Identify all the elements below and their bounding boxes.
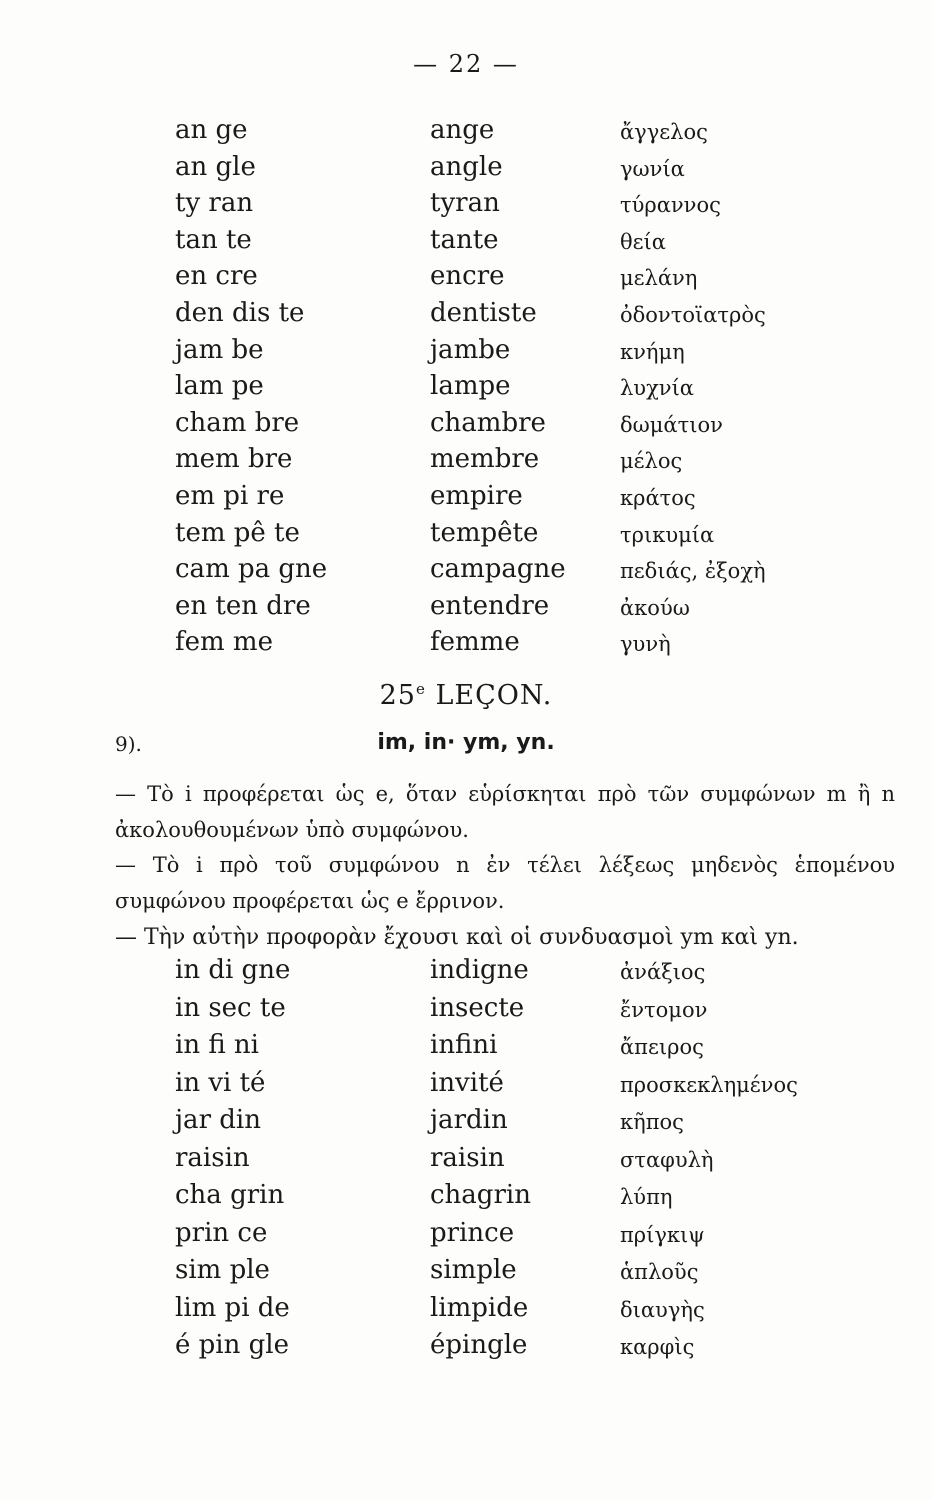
vocab-greek: θεία	[620, 229, 666, 254]
vocab-word: jardin	[430, 1105, 508, 1135]
vocab-row	[0, 152, 932, 188]
vocab-syllables: ty ran	[175, 188, 254, 219]
vocab-syllables: lim pi de	[175, 1292, 290, 1323]
vocab-row	[0, 1068, 932, 1104]
vocab-syllables: an gle	[175, 151, 256, 182]
vocab-row	[0, 1105, 932, 1141]
vocab-row	[0, 371, 932, 407]
vocab-row	[0, 955, 932, 991]
vocab-syllables: en ten dre	[175, 590, 311, 621]
vocab-row	[0, 1030, 932, 1066]
vocab-syllables: cha grin	[175, 1180, 285, 1210]
vocab-syllables: raisin	[175, 1142, 250, 1173]
vocab-word: invité	[430, 1067, 504, 1098]
vocab-greek: λυχνία	[620, 376, 694, 401]
vocab-word: ange	[430, 115, 495, 145]
vocab-row	[0, 298, 932, 334]
vocab-syllables: lam pe	[175, 371, 264, 402]
vocab-word: indigne	[430, 955, 529, 985]
page-number: — 22 —	[413, 50, 519, 78]
vocab-word: prince	[430, 1217, 515, 1248]
vocab-syllables: in fi ni	[175, 1030, 259, 1060]
vocab-greek: διαυγὴς	[620, 1297, 705, 1322]
vocab-syllables: jar din	[175, 1105, 261, 1135]
vocab-word: jambe	[430, 334, 511, 365]
vocab-word: épingle	[430, 1330, 528, 1360]
vocab-greek: δωμάτιον	[620, 412, 723, 437]
vocab-syllables: en cre	[175, 261, 258, 292]
rule-paragraph-2: — Τὸ i πρὸ τοῦ συμφώνου n ἐν τέλει λέξεως μηδενὸς ἑπομένου συμφώνου προφέρεται ὡς e ἔρρινον.	[115, 853, 895, 913]
vocab-row	[0, 1180, 932, 1216]
vocab-greek: μελάνη	[620, 266, 698, 291]
vocab-greek: ἔντομον	[620, 997, 708, 1022]
vocab-greek: προσκεκλημένος	[620, 1072, 798, 1097]
vocab-word: insecte	[430, 992, 525, 1023]
vocab-word: angle	[430, 151, 503, 182]
vocab-greek: ἄπειρος	[620, 1035, 704, 1059]
vocab-greek: τρικυμία	[620, 522, 715, 547]
vocab-word: lampe	[430, 371, 511, 402]
vocab-syllables: é pin gle	[175, 1330, 289, 1360]
vocab-syllables: jam be	[175, 334, 264, 365]
vocab-row	[0, 225, 932, 261]
vocab-syllables: tem pê te	[175, 517, 300, 548]
vocab-greek: γωνία	[620, 156, 685, 181]
vocab-greek: λύπη	[620, 1185, 673, 1209]
vocab-row	[0, 1293, 932, 1329]
vocab-word: simple	[430, 1255, 517, 1285]
vocab-word: chagrin	[430, 1180, 531, 1210]
vocab-word: encre	[430, 261, 505, 292]
vocab-row	[0, 1218, 932, 1254]
vocab-greek: κῆπος	[620, 1110, 684, 1134]
vocab-row	[0, 993, 932, 1029]
vocab-syllables: in sec te	[175, 992, 286, 1023]
vocab-greek: ἄγγελος	[620, 120, 708, 144]
vocab-word: membre	[430, 444, 540, 475]
vocab-row	[0, 115, 932, 151]
vocab-syllables: sim ple	[175, 1255, 270, 1285]
vocab-greek: ἁπλοῦς	[620, 1260, 699, 1284]
vocab-word: femme	[430, 627, 520, 658]
vocab-greek: πεδιάς, ἐξοχὴ	[620, 559, 766, 584]
vocab-syllables: fem me	[175, 627, 273, 658]
vocab-row	[0, 554, 932, 590]
vocab-row	[0, 481, 932, 517]
vocab-syllables: cam pa gne	[175, 554, 328, 585]
vocab-word: empire	[430, 481, 523, 511]
vocab-row	[0, 518, 932, 554]
vocab-greek: ἀνάξιος	[620, 960, 706, 984]
vocab-row	[0, 1330, 932, 1366]
vocab-word: raisin	[430, 1142, 505, 1173]
vocab-syllables: den dis te	[175, 298, 305, 328]
vocab-syllables: em pi re	[175, 481, 285, 511]
vocab-greek: κράτος	[620, 486, 696, 510]
vocab-greek: τύραννος	[620, 193, 721, 218]
vocab-syllables: prin ce	[175, 1217, 268, 1248]
vocab-word: entendre	[430, 590, 550, 621]
vocab-greek: ὀδοντοϊατρὸς	[620, 303, 766, 327]
vocab-syllables: in vi té	[175, 1067, 266, 1098]
lesson-title: LEÇON.	[435, 680, 553, 711]
vocab-greek: πρίγκιψ	[620, 1222, 705, 1247]
rule-paragraph-1: — Τὸ i προφέρεται ὡς e, ὅταν εὑρίσκηται πρὸ τῶν συμφώνων m ἢ n ἀκολουθουμένων ὑπὸ συμφώνου.	[115, 782, 895, 842]
vocab-word: limpide	[430, 1292, 529, 1323]
rule-paragraph-3: — Τὴν αὐτὴν προφορὰν ἔχουσι καὶ οἱ συνδυασμοὶ ym καὶ yn.	[115, 925, 799, 950]
section-number: 9).	[115, 732, 142, 756]
vocab-greek: ἀκούω	[620, 595, 690, 620]
vocab-row	[0, 444, 932, 480]
vocab-row	[0, 1143, 932, 1179]
vocab-row	[0, 591, 932, 627]
vocab-row	[0, 188, 932, 224]
vocab-greek: μέλος	[620, 449, 683, 474]
vocab-row	[0, 1255, 932, 1291]
vocab-row	[0, 261, 932, 297]
vocab-syllables: cham bre	[175, 407, 300, 438]
vocab-word: dentiste	[430, 298, 537, 328]
sounds-heading: im, in· ym, yn.	[377, 730, 555, 755]
vocab-greek: σταφυλὴ	[620, 1147, 714, 1172]
vocab-word: tyran	[430, 188, 500, 219]
vocab-greek: γυνὴ	[620, 632, 671, 657]
vocab-word: infini	[430, 1030, 498, 1060]
vocab-word: tante	[430, 224, 499, 255]
vocab-syllables: tan te	[175, 224, 252, 255]
vocab-row	[0, 627, 932, 663]
vocab-row	[0, 408, 932, 444]
vocab-row	[0, 335, 932, 371]
vocab-word: campagne	[430, 554, 566, 585]
vocab-greek: καρφὶς	[620, 1335, 695, 1359]
lesson-heading	[0, 680, 932, 711]
vocab-syllables: mem bre	[175, 444, 293, 475]
vocab-word: tempête	[430, 517, 539, 548]
vocab-greek: κνήμη	[620, 339, 685, 364]
lesson-number-suffix: e	[415, 680, 426, 698]
vocab-syllables: an ge	[175, 115, 248, 145]
vocab-syllables: in di gne	[175, 955, 291, 985]
lesson-number: 25	[379, 680, 416, 711]
vocab-word: chambre	[430, 407, 546, 438]
